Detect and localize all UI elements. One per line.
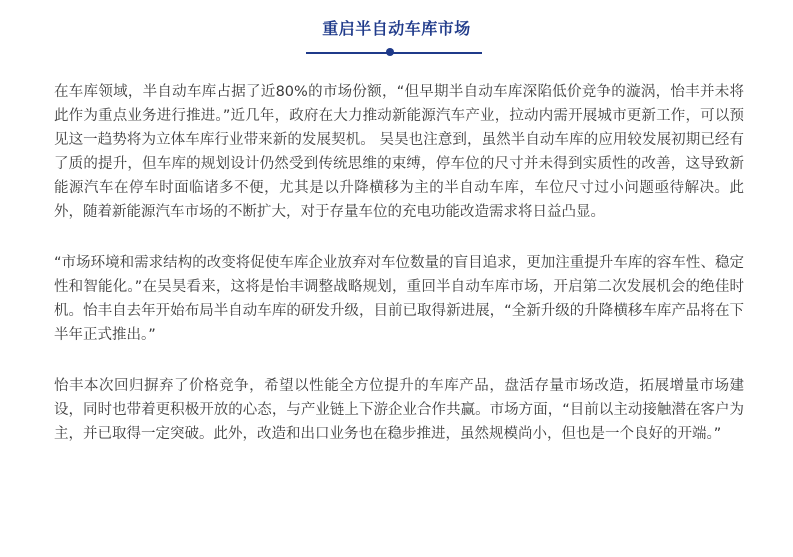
title-underline: [306, 52, 482, 54]
section-title: 重启半自动车库市场: [322, 19, 471, 38]
article-body: [54, 80, 744, 446]
paragraph-1: 在车库领域，半自动车库占据了近80%的市场份额，“但早期半自动车库深陷低价竞争的漩涡，怡丰并未将此作为重点业务进行推进。”近几年，政府在大力推动新能源汽车产业，拉动内需开展城市更新工作，可以预见这一趋势将为立体车库行业带来新的发展契机。 吴昊也注意到，虽然半自动车库的应用较发展初期已经有了质的提升，但车库的规划设计仍然受到传统思维的束缚，停车位的尺寸并未得到实质性的改善，这导致新能源汽车在停车时面临诸多不便，尤其是以升降横移为主的半自动车库，车位尺寸过小问题亟待解决。此外，随着新能源汽车市场的不断扩大，对于存量车位的充电功能改造需求将日益凸显。: [54, 84, 744, 220]
paragraph-2: “市场环境和需求结构的改变将促使车库企业放弃对车位数量的盲目追求，更加注重提升车库的容车性、稳定性和智能化。”在吴昊看来，这将是怡丰调整战略规划，重回半自动车库市场，开启第二次发展机会的绝佳时机。怡丰自去年开始布局半自动车库的研发升级，目前已取得新进展，“全新升级的升降横移车库产品将在下半年正式推出。”: [54, 255, 744, 343]
article-header: [0, 18, 793, 40]
paragraph-3: 怡丰本次回归摒弃了价格竞争，希望以性能全方位提升的车库产品，盘活存量市场改造，拓展增量市场建设，同时也带着更积极开放的心态，与产业链上下游企业合作共赢。市场方面，“目前以主动接触潜在客户为主，并已取得一定突破。此外，改造和出口业务也在稳步推进，虽然规模尚小，但也是一个良好的开端。”: [54, 378, 744, 442]
title-dot-ornament: [386, 48, 394, 56]
